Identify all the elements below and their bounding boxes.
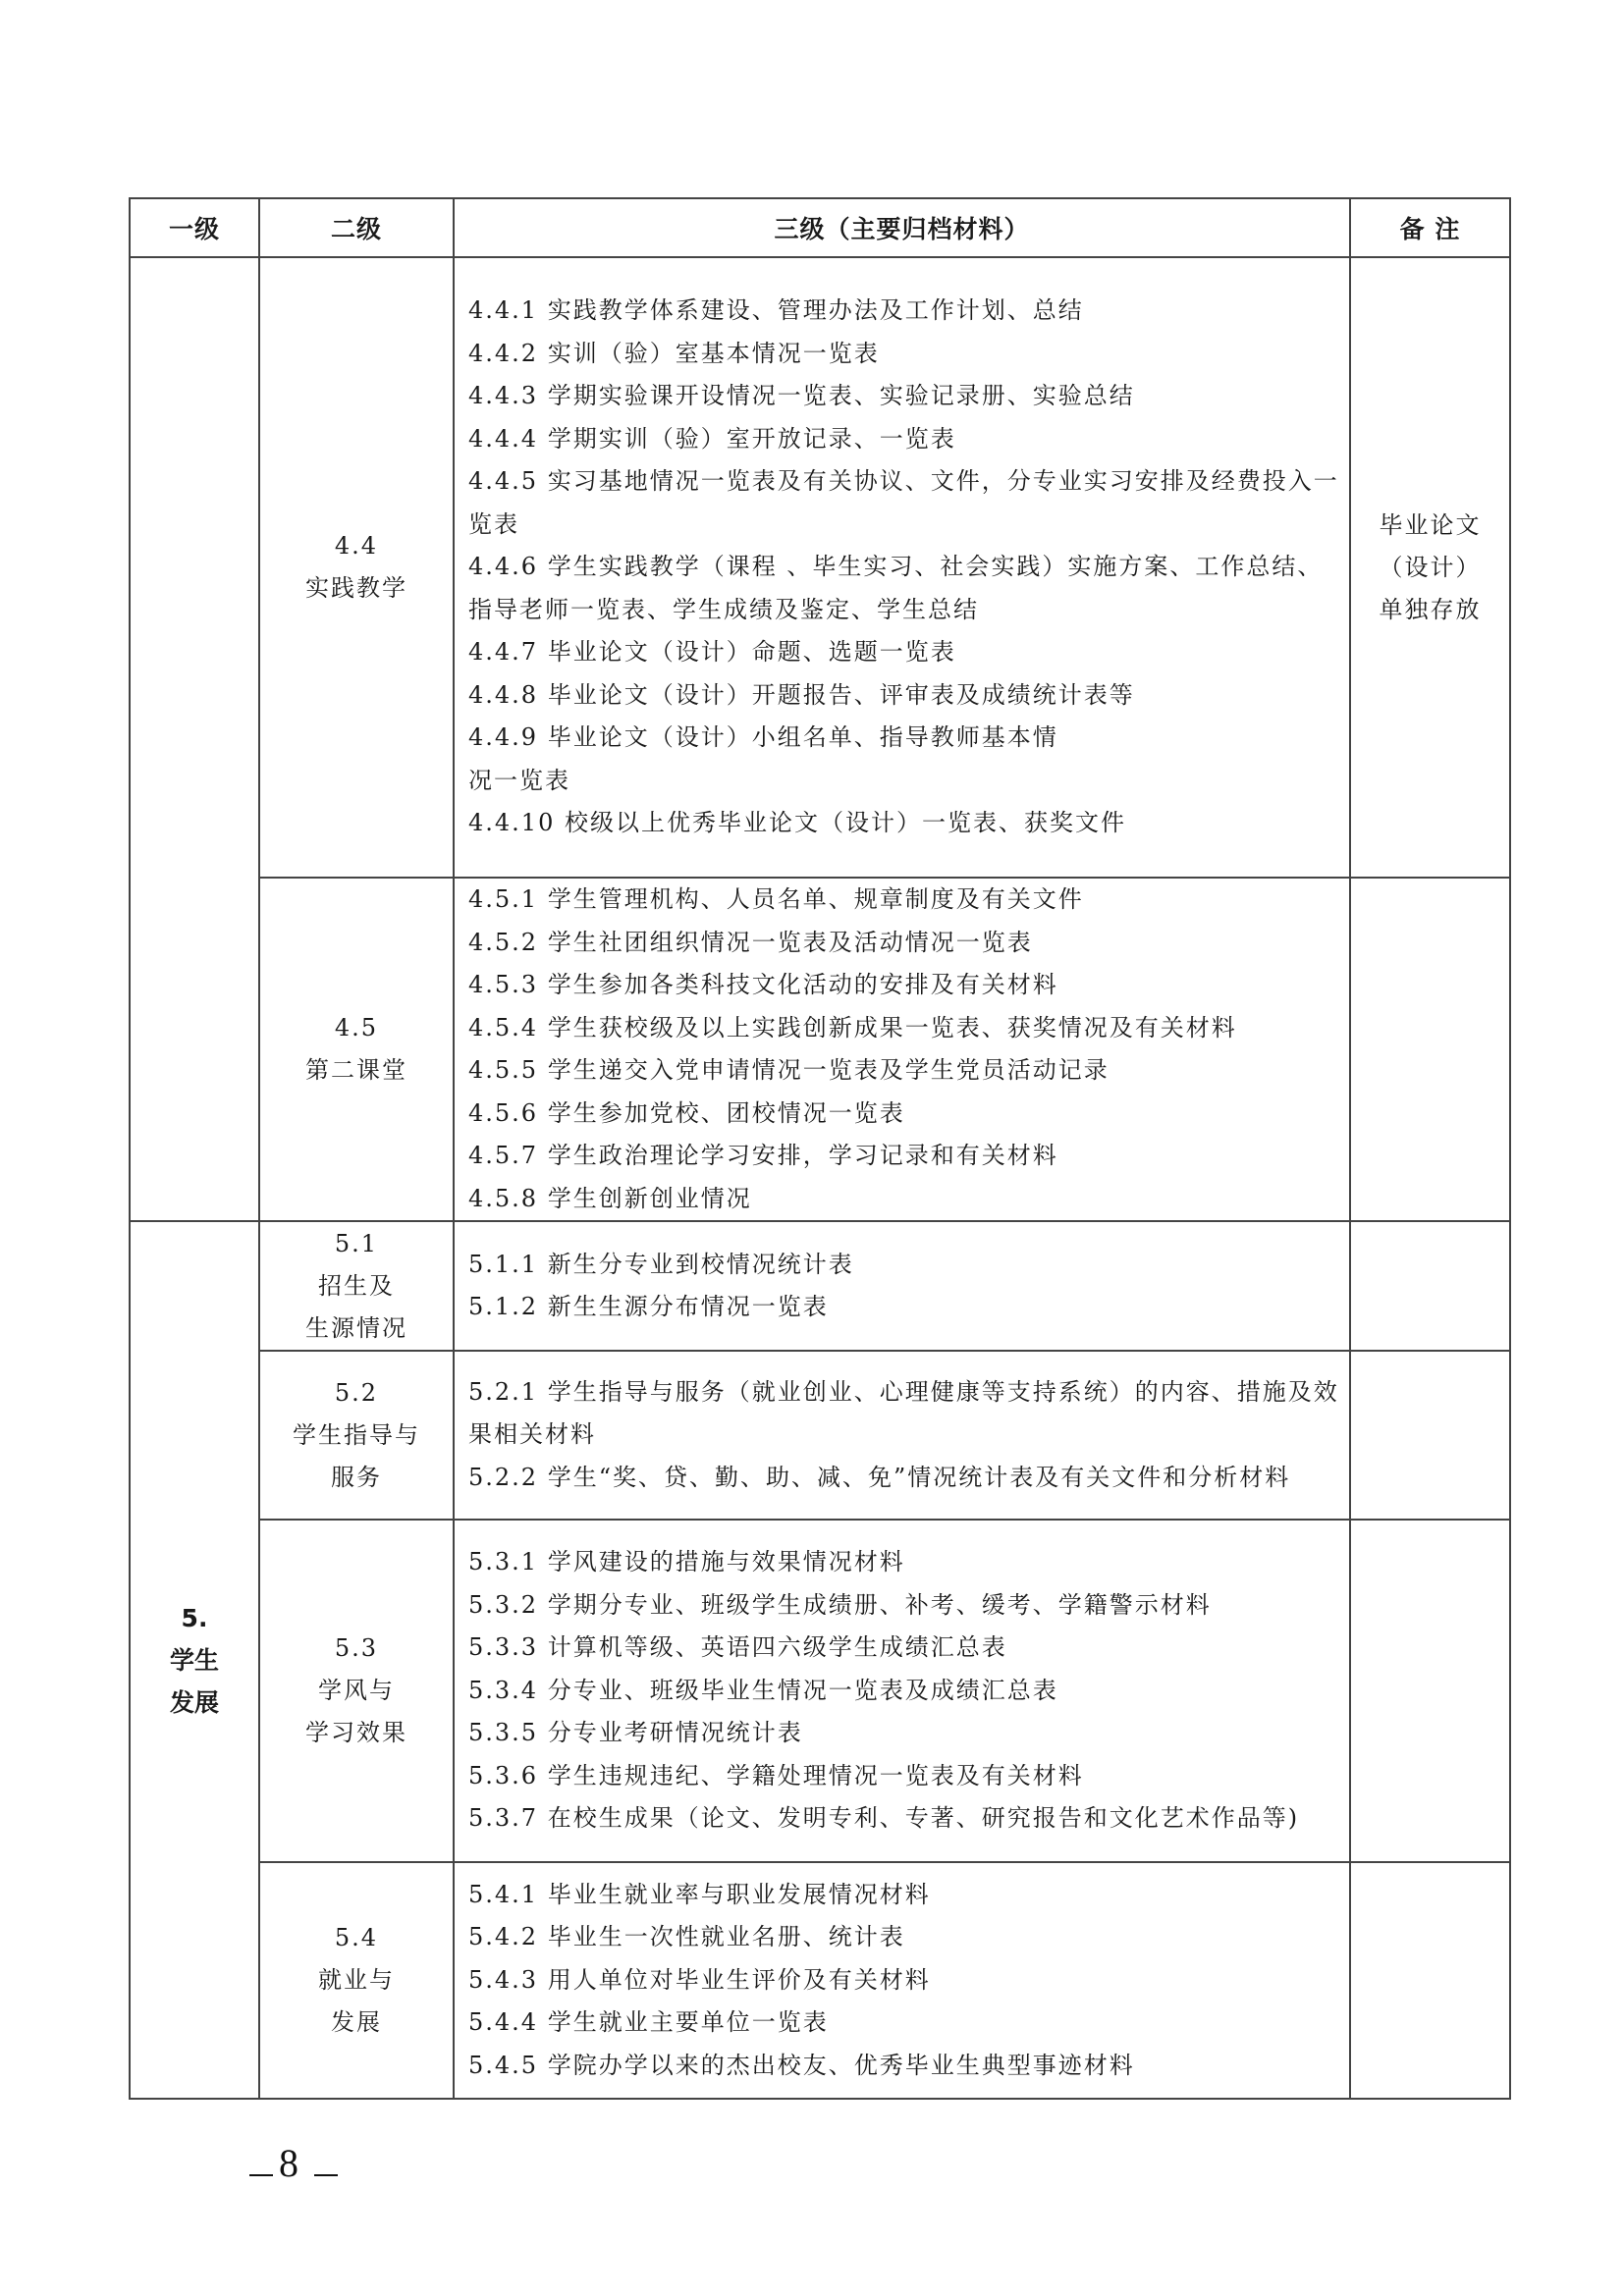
list-item: 5.4.4 学生就业主要单位一览表 bbox=[468, 2008, 829, 2037]
level1-name-line1: 学生 bbox=[169, 1645, 219, 1675]
list-item: 4.5.1 学生管理机构、人员名单、规章制度及有关文件 bbox=[468, 885, 1084, 913]
list-item: 4.4.10 校级以上优秀毕业论文（设计）一览表、获奖文件 bbox=[468, 809, 1126, 837]
level2-code: 4.5 bbox=[334, 1014, 379, 1041]
archive-materials-table bbox=[129, 197, 1511, 2100]
table-row-5-3 bbox=[130, 1520, 1510, 1862]
list-item: 4.5.4 学生获校级及以上实践创新成果一览表、获奖情况及有关材料 bbox=[468, 1013, 1237, 1041]
level3-cell-4-5 bbox=[454, 878, 1350, 1221]
level1-name-line2: 发展 bbox=[169, 1687, 219, 1717]
level2-name-line2: 学习效果 bbox=[305, 1719, 407, 1746]
level1-cell-section4 bbox=[130, 257, 259, 1221]
level3-cell-5-1 bbox=[454, 1221, 1350, 1351]
table-header-row bbox=[130, 198, 1510, 257]
note-cell-5-1 bbox=[1350, 1221, 1510, 1351]
list-item: 4.4.3 学期实验课开设情况一览表、实验记录册、实验总结 bbox=[468, 382, 1135, 410]
note-cell-5-4 bbox=[1350, 1862, 1510, 2099]
level2-name: 实践教学 bbox=[305, 574, 407, 602]
note-line: 单独存放 bbox=[1379, 595, 1482, 623]
level2-name-line1: 就业与 bbox=[318, 1966, 395, 1994]
level2-cell-5-2 bbox=[259, 1351, 454, 1520]
note-line: 毕业论文 bbox=[1379, 510, 1482, 539]
level3-cell-5-2 bbox=[454, 1351, 1350, 1520]
list-item: 5.1.2 新生生源分布情况一览表 bbox=[468, 1293, 829, 1320]
list-item: 4.4.8 毕业论文（设计）开题报告、评审表及成绩统计表等 bbox=[468, 680, 1135, 709]
list-item: 5.4.3 用人单位对毕业生评价及有关材料 bbox=[468, 1965, 931, 1994]
list-item: 4.5.7 学生政治理论学习安排，学习记录和有关材料 bbox=[468, 1142, 1058, 1169]
list-item: 5.3.7 在校生成果（论文、发明专利、专著、研究报告和文化艺术作品等) bbox=[468, 1804, 1300, 1833]
level2-cell-5-3 bbox=[259, 1520, 454, 1862]
level1-code: 5. bbox=[181, 1603, 208, 1632]
level2-code: 5.3 bbox=[334, 1634, 379, 1662]
level2-cell-5-4 bbox=[259, 1862, 454, 2099]
list-item: 4.4.5 实习基地情况一览表及有关协议、文件，分专业实习安排及经费投入一览表 bbox=[468, 467, 1339, 538]
table-row-5-4 bbox=[130, 1862, 1510, 2099]
dash-left bbox=[249, 2174, 273, 2176]
list-item: 5.3.3 计算机等级、英语四六级学生成绩汇总表 bbox=[468, 1633, 1007, 1662]
table-row-4-4 bbox=[130, 257, 1510, 878]
list-item: 5.1.1 新生分专业到校情况统计表 bbox=[468, 1250, 854, 1278]
level3-cell-4-4 bbox=[454, 257, 1350, 878]
level2-name-line1: 学生指导与 bbox=[293, 1420, 420, 1449]
header-level2: 二级 bbox=[259, 198, 454, 257]
level2-name-line2: 发展 bbox=[331, 2008, 382, 2036]
level2-code: 4.4 bbox=[334, 532, 379, 560]
note-cell-4-4 bbox=[1350, 257, 1510, 878]
list-item: 4.4.4 学期实训（验）室开放记录、一览表 bbox=[468, 424, 956, 453]
note-cell-5-2 bbox=[1350, 1351, 1510, 1520]
note-cell-4-5 bbox=[1350, 878, 1510, 1221]
list-item: 5.3.4 分专业、班级毕业生情况一览表及成绩汇总表 bbox=[468, 1676, 1058, 1704]
list-item: 5.4.5 学院办学以来的杰出校友、优秀毕业生典型事迹材料 bbox=[468, 2051, 1135, 2079]
list-item: 5.3.6 学生违规违纪、学籍处理情况一览表及有关材料 bbox=[468, 1761, 1084, 1789]
header-level3: 三级（主要归档材料） bbox=[454, 198, 1350, 257]
list-item: 5.2.2 学生“奖、贷、勤、助、减、免”情况统计表及有关文件和分析材料 bbox=[468, 1463, 1291, 1491]
list-item: 5.3.1 学风建设的措施与效果情况材料 bbox=[468, 1548, 905, 1576]
level2-name-line1: 招生及 bbox=[318, 1271, 395, 1300]
level2-cell-5-1 bbox=[259, 1221, 454, 1351]
list-item: 4.4.2 实训（验）室基本情况一览表 bbox=[468, 339, 880, 367]
list-item: 4.4.9 毕业论文（设计）小组名单、指导教师基本情 bbox=[468, 723, 1058, 752]
list-item: 4.5.6 学生参加党校、团校情况一览表 bbox=[468, 1098, 905, 1127]
level2-name-line2: 服务 bbox=[331, 1463, 382, 1491]
level2-code: 5.2 bbox=[334, 1378, 379, 1407]
list-item: 5.3.5 分专业考研情况统计表 bbox=[468, 1719, 803, 1747]
list-item: 4.5.5 学生递交入党申请情况一览表及学生党员活动记录 bbox=[468, 1056, 1110, 1084]
level2-code: 5.1 bbox=[334, 1229, 379, 1257]
level2-cell-4-4 bbox=[259, 257, 454, 878]
level3-cell-5-3 bbox=[454, 1520, 1350, 1862]
level2-code: 5.4 bbox=[334, 1924, 379, 1951]
level1-cell-section5 bbox=[130, 1221, 259, 2099]
dash-right bbox=[314, 2174, 338, 2176]
note-line: （设计） bbox=[1379, 553, 1482, 581]
page-number-value: 8 bbox=[279, 2141, 298, 2185]
list-item: 5.3.2 学期分专业、班级学生成绩册、补考、缓考、学籍警示材料 bbox=[468, 1590, 1212, 1619]
level2-name: 第二课堂 bbox=[305, 1056, 407, 1084]
list-item: 4.5.2 学生社团组织情况一览表及活动情况一览表 bbox=[468, 928, 1033, 956]
table-row-5-1 bbox=[130, 1221, 1510, 1351]
list-item: 4.5.8 学生创新创业情况 bbox=[468, 1184, 752, 1212]
list-item: 况一览表 bbox=[468, 766, 570, 794]
list-item: 4.5.3 学生参加各类科技文化活动的安排及有关材料 bbox=[468, 971, 1058, 998]
level2-cell-4-5 bbox=[259, 878, 454, 1221]
note-cell-5-3 bbox=[1350, 1520, 1510, 1862]
table-row-4-5 bbox=[130, 878, 1510, 1221]
level3-cell-5-4 bbox=[454, 1862, 1350, 2099]
page-number bbox=[244, 2140, 344, 2186]
list-item: 4.4.7 毕业论文（设计）命题、选题一览表 bbox=[468, 638, 956, 667]
list-item: 5.4.1 毕业生就业率与职业发展情况材料 bbox=[468, 1880, 931, 1908]
list-item: 5.2.1 学生指导与服务（就业创业、心理健康等支持系统）的内容、措施及效果相关材料 bbox=[468, 1377, 1339, 1449]
list-item: 4.4.6 学生实践教学（课程 、毕生实习、社会实践）实施方案、工作总结、指导老师一览表、学生成绩及鉴定、学生总结 bbox=[468, 553, 1324, 623]
level2-name-line2: 生源情况 bbox=[305, 1313, 407, 1342]
list-item: 4.4.1 实践教学体系建设、管理办法及工作计划、总结 bbox=[468, 296, 1084, 325]
header-level1: 一级 bbox=[130, 198, 259, 257]
header-note: 备 注 bbox=[1350, 198, 1510, 257]
list-item: 5.4.2 毕业生一次性就业名册、统计表 bbox=[468, 1923, 905, 1951]
table-row-5-2 bbox=[130, 1351, 1510, 1520]
level2-name-line1: 学风与 bbox=[318, 1677, 395, 1704]
